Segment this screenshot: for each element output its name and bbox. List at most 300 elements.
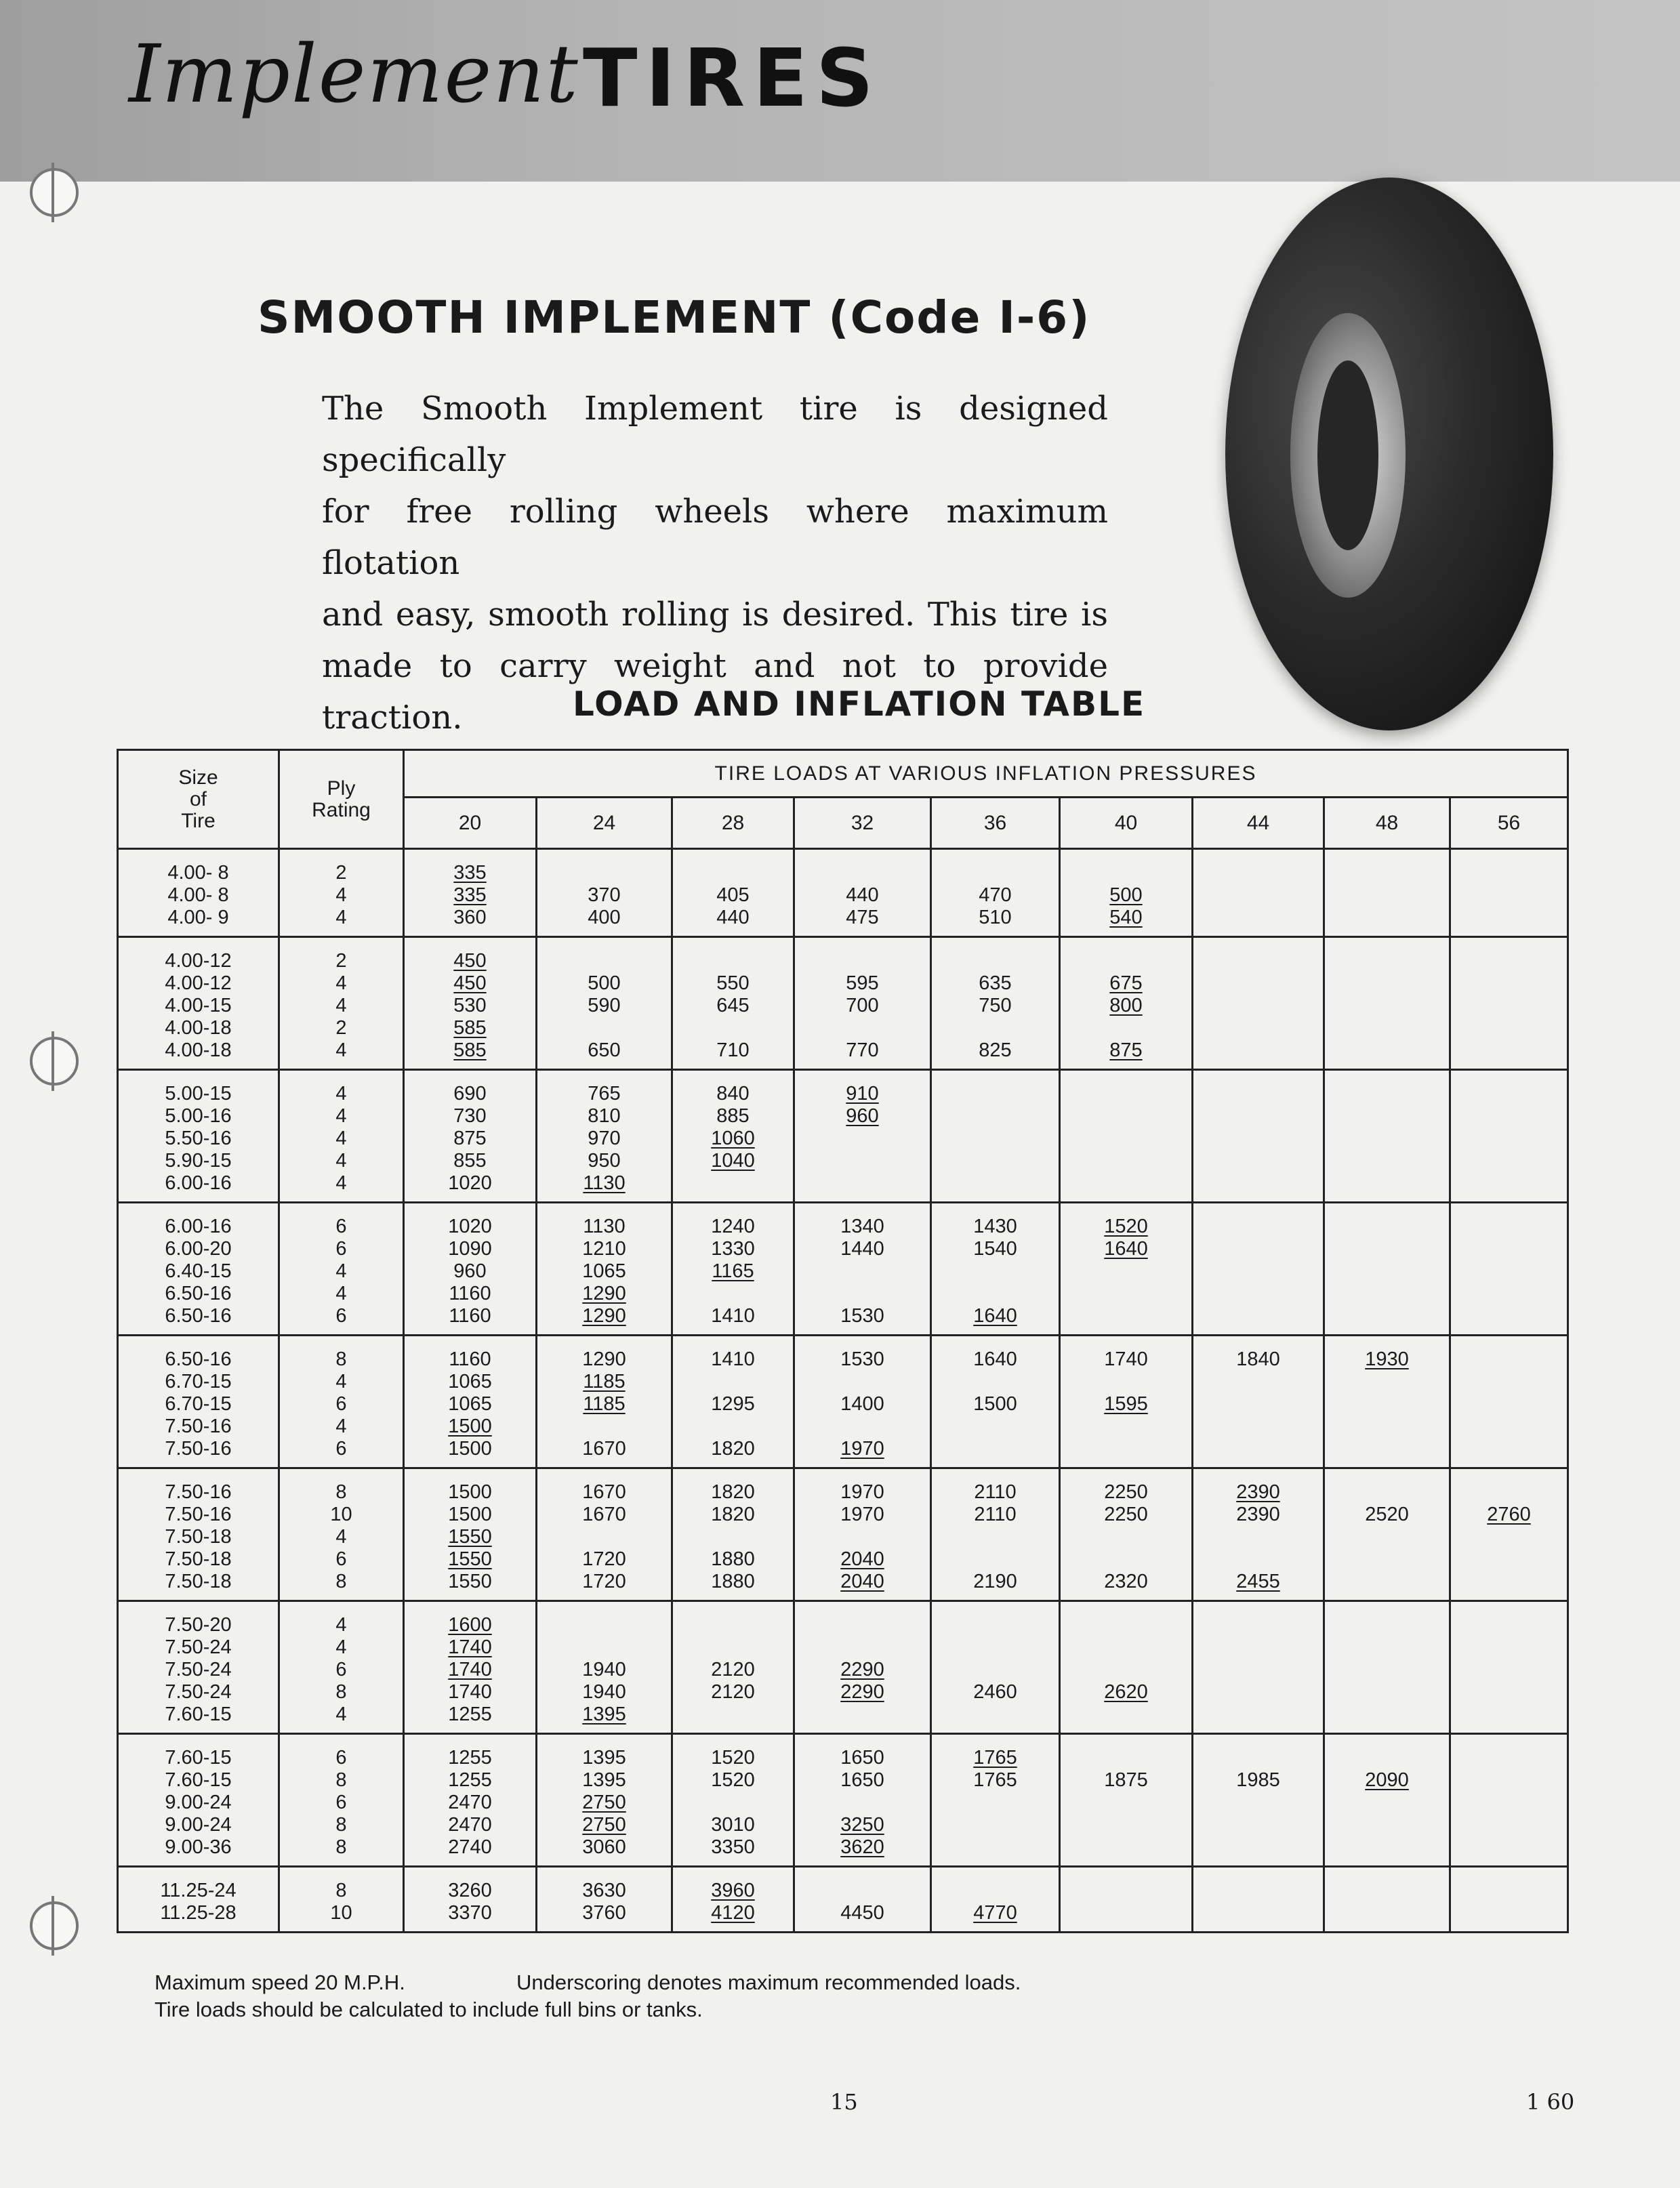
table-cell bbox=[1451, 1305, 1567, 1327]
table-cell bbox=[932, 1017, 1059, 1039]
intro-line: and easy, smooth rolling is desired. This tire is bbox=[322, 596, 1108, 634]
table-cell bbox=[673, 1880, 793, 1902]
table-cell bbox=[405, 884, 535, 907]
load-value: 1255 bbox=[448, 1747, 492, 1769]
table-cell bbox=[1061, 1902, 1191, 1924]
table-cell bbox=[1325, 1393, 1449, 1416]
table-cell bbox=[795, 950, 930, 972]
pressure-header-56: 56 bbox=[1450, 798, 1568, 849]
table-cell bbox=[1061, 1792, 1191, 1814]
table-cell bbox=[280, 1260, 403, 1283]
table-cell bbox=[932, 907, 1059, 929]
load-value: 6 bbox=[335, 1747, 347, 1769]
table-row-group bbox=[118, 1734, 1568, 1867]
table-cell bbox=[119, 1814, 278, 1836]
load-value: 9.00-24 bbox=[165, 1792, 232, 1813]
table-cell bbox=[1451, 1371, 1567, 1393]
table-cell bbox=[795, 907, 930, 929]
table-cell bbox=[1061, 950, 1191, 972]
table-cell bbox=[537, 1305, 671, 1327]
ply-cell bbox=[279, 1601, 404, 1734]
load-value: 4 bbox=[335, 1416, 347, 1437]
load-cell-48 bbox=[1324, 1601, 1450, 1734]
table-cell bbox=[1193, 1393, 1323, 1416]
table-cell bbox=[1325, 1659, 1449, 1681]
table-cell bbox=[673, 1614, 793, 1636]
table-cell bbox=[537, 907, 671, 929]
load-value: 3010 bbox=[711, 1814, 755, 1836]
table-cell bbox=[673, 1659, 793, 1681]
table-cell bbox=[673, 1481, 793, 1504]
table-cell bbox=[1061, 1548, 1191, 1571]
max-load-value: 3620 bbox=[840, 1836, 884, 1858]
table-cell bbox=[673, 1393, 793, 1416]
table-cell bbox=[1451, 1704, 1567, 1726]
table-cell bbox=[932, 1659, 1059, 1681]
load-value: 2110 bbox=[974, 1481, 1017, 1503]
table-cell bbox=[405, 1880, 535, 1902]
load-cell-56 bbox=[1450, 1336, 1568, 1468]
table-cell bbox=[1325, 1105, 1449, 1128]
table-cell bbox=[795, 1792, 930, 1814]
max-load-value: 1165 bbox=[712, 1260, 754, 1282]
table-cell bbox=[1451, 1481, 1567, 1504]
table-cell bbox=[1325, 1260, 1449, 1283]
table-cell bbox=[119, 1548, 278, 1571]
table-cell bbox=[1451, 972, 1567, 995]
load-value: 1130 bbox=[583, 1216, 626, 1237]
table-cell bbox=[405, 950, 535, 972]
table-cell bbox=[795, 1416, 930, 1438]
load-value: 770 bbox=[846, 1039, 879, 1061]
max-load-value: 1740 bbox=[448, 1636, 492, 1658]
table-cell bbox=[795, 1348, 930, 1371]
table-cell bbox=[537, 1526, 671, 1548]
table-cell bbox=[1325, 1128, 1449, 1150]
table-cell bbox=[932, 1880, 1059, 1902]
pressure-header-44: 44 bbox=[1193, 798, 1324, 849]
table-cell bbox=[405, 862, 535, 884]
table-cell bbox=[119, 1039, 278, 1062]
table-cell bbox=[932, 1128, 1059, 1150]
load-cell-44 bbox=[1193, 937, 1324, 1070]
load-value: 6.50-16 bbox=[165, 1305, 232, 1327]
load-value: 1880 bbox=[711, 1548, 755, 1570]
table-cell bbox=[795, 1172, 930, 1195]
table-cell bbox=[405, 1216, 535, 1238]
footnote-underscore: Underscoring denotes maximum recommended loads. bbox=[516, 1970, 1021, 1994]
table-cell bbox=[1193, 1681, 1323, 1704]
load-value: 2120 bbox=[711, 1681, 755, 1703]
load-cell-44 bbox=[1193, 1070, 1324, 1203]
max-load-value: 4770 bbox=[973, 1902, 1017, 1924]
table-cell bbox=[1193, 1880, 1323, 1902]
table-cell bbox=[280, 1348, 403, 1371]
max-load-value: 1290 bbox=[582, 1305, 626, 1327]
table-cell bbox=[932, 1614, 1059, 1636]
load-value: 1020 bbox=[448, 1172, 492, 1194]
table-cell bbox=[280, 1548, 403, 1571]
load-value: 710 bbox=[716, 1039, 750, 1061]
table-cell bbox=[405, 1836, 535, 1859]
load-value: 8 bbox=[335, 1814, 347, 1836]
load-value: 3350 bbox=[711, 1836, 755, 1858]
load-value: 4 bbox=[335, 1636, 347, 1658]
table-cell bbox=[280, 1105, 403, 1128]
table-cell bbox=[537, 995, 671, 1017]
load-value: 10 bbox=[330, 1902, 352, 1924]
table-cell bbox=[795, 1747, 930, 1769]
max-load-value: 1550 bbox=[448, 1526, 492, 1548]
table-cell bbox=[795, 1704, 930, 1726]
load-value: 6 bbox=[335, 1216, 347, 1237]
table-cell bbox=[673, 1636, 793, 1659]
table-cell bbox=[1325, 1416, 1449, 1438]
table-cell bbox=[119, 1348, 278, 1371]
table-cell bbox=[280, 1704, 403, 1726]
table-cell bbox=[1061, 1481, 1191, 1504]
table-cell bbox=[932, 1416, 1059, 1438]
table-cell bbox=[280, 1481, 403, 1504]
table-cell bbox=[795, 1039, 930, 1062]
load-cell-36 bbox=[931, 937, 1060, 1070]
table-cell bbox=[673, 1548, 793, 1571]
max-load-value: 1600 bbox=[448, 1614, 492, 1636]
table-cell bbox=[537, 1636, 671, 1659]
table-cell bbox=[932, 1636, 1059, 1659]
table-cell bbox=[1061, 1216, 1191, 1238]
load-value: 2 bbox=[335, 862, 347, 884]
load-value: 7.60-15 bbox=[165, 1704, 232, 1725]
load-value: 810 bbox=[588, 1105, 621, 1127]
load-cell-40 bbox=[1060, 1070, 1193, 1203]
load-value: 510 bbox=[979, 907, 1012, 928]
table-cell bbox=[932, 1792, 1059, 1814]
table-cell bbox=[795, 1393, 930, 1416]
load-value: 1650 bbox=[840, 1747, 884, 1769]
table-cell bbox=[537, 1128, 671, 1150]
table-cell bbox=[405, 1039, 535, 1062]
load-cell-48 bbox=[1324, 1468, 1450, 1601]
table-cell bbox=[1325, 972, 1449, 995]
table-cell bbox=[119, 1105, 278, 1128]
max-load-value: 2620 bbox=[1104, 1681, 1148, 1703]
table-cell bbox=[1193, 1614, 1323, 1636]
load-cell-32 bbox=[794, 1601, 931, 1734]
table-cell bbox=[119, 1128, 278, 1150]
load-cell-44 bbox=[1193, 849, 1324, 937]
table-cell bbox=[537, 1814, 671, 1836]
load-cell-32 bbox=[794, 1203, 931, 1336]
load-cell-28 bbox=[672, 1336, 794, 1468]
table-cell bbox=[1061, 1814, 1191, 1836]
load-cell-32 bbox=[794, 1070, 931, 1203]
load-value: 1670 bbox=[582, 1481, 626, 1503]
table-cell bbox=[1325, 1172, 1449, 1195]
load-value: 8 bbox=[335, 1481, 347, 1503]
load-value: 7.60-15 bbox=[165, 1747, 232, 1769]
pressure-header-40: 40 bbox=[1060, 798, 1193, 849]
table-cell bbox=[1451, 1348, 1567, 1371]
table-cell bbox=[1451, 1792, 1567, 1814]
pressure-header-36: 36 bbox=[931, 798, 1060, 849]
load-value: 2320 bbox=[1104, 1571, 1148, 1592]
table-cell bbox=[537, 1039, 671, 1062]
table-cell bbox=[405, 1238, 535, 1260]
table-cell bbox=[405, 1283, 535, 1305]
load-cell-44 bbox=[1193, 1468, 1324, 1601]
table-cell bbox=[673, 1769, 793, 1792]
table-cell bbox=[537, 1504, 671, 1526]
max-load-value: 1500 bbox=[448, 1416, 492, 1437]
load-value: 4 bbox=[335, 1039, 347, 1061]
load-cell-48 bbox=[1324, 1336, 1450, 1468]
max-load-value: 800 bbox=[1109, 995, 1143, 1016]
footnote-bins: Tire loads should be calculated to include full bins or tanks. bbox=[155, 1998, 703, 2021]
table-cell bbox=[1193, 1416, 1323, 1438]
table-cell bbox=[537, 1571, 671, 1593]
load-value: 8 bbox=[335, 1681, 347, 1703]
table-cell bbox=[1061, 1150, 1191, 1172]
table-cell bbox=[673, 1305, 793, 1327]
load-cell-56 bbox=[1450, 1203, 1568, 1336]
table-cell bbox=[537, 950, 671, 972]
load-cell-32 bbox=[794, 1867, 931, 1933]
max-load-value: 1395 bbox=[582, 1704, 626, 1725]
table-cell bbox=[932, 1216, 1059, 1238]
table-row-group bbox=[118, 1336, 1568, 1468]
table-cell bbox=[1193, 1526, 1323, 1548]
load-value: 1255 bbox=[448, 1769, 492, 1791]
load-value: 690 bbox=[453, 1083, 487, 1105]
max-load-value: 1130 bbox=[583, 1172, 626, 1194]
table-cell bbox=[1061, 1614, 1191, 1636]
load-value: 650 bbox=[588, 1039, 621, 1061]
table-cell bbox=[795, 1836, 930, 1859]
intro-line: made to carry weight and not to provide traction. bbox=[322, 647, 1108, 737]
table-cell bbox=[1325, 1814, 1449, 1836]
max-load-value: 1550 bbox=[448, 1548, 492, 1570]
table-cell bbox=[280, 1636, 403, 1659]
table-cell bbox=[673, 1260, 793, 1283]
table-cell bbox=[795, 1636, 930, 1659]
load-cell-44 bbox=[1193, 1336, 1324, 1468]
table-cell bbox=[673, 1571, 793, 1593]
load-value: 405 bbox=[716, 884, 750, 906]
table-cell bbox=[673, 862, 793, 884]
table-cell bbox=[1451, 1747, 1567, 1769]
table-cell bbox=[1061, 1571, 1191, 1593]
table-cell bbox=[673, 1747, 793, 1769]
max-load-value: 450 bbox=[453, 972, 487, 994]
load-value: 8 bbox=[335, 1836, 347, 1858]
table-cell bbox=[1061, 1681, 1191, 1704]
table-cell bbox=[673, 1083, 793, 1105]
table-cell bbox=[537, 972, 671, 995]
load-value: 7.50-24 bbox=[165, 1681, 232, 1703]
table-cell bbox=[1451, 1836, 1567, 1859]
table-cell bbox=[119, 1769, 278, 1792]
table-cell bbox=[405, 1371, 535, 1393]
table-cell bbox=[405, 1636, 535, 1659]
load-value: 4 bbox=[335, 1283, 347, 1304]
max-load-value: 3250 bbox=[840, 1814, 884, 1836]
table-cell bbox=[932, 1836, 1059, 1859]
table-cell bbox=[795, 1150, 930, 1172]
load-cell-32 bbox=[794, 937, 931, 1070]
table-cell bbox=[1193, 1305, 1323, 1327]
load-value: 1985 bbox=[1236, 1769, 1280, 1791]
table-cell bbox=[405, 1348, 535, 1371]
table-cell bbox=[795, 1814, 930, 1836]
load-cell-40 bbox=[1060, 937, 1193, 1070]
table-cell bbox=[405, 1017, 535, 1039]
table-cell bbox=[1325, 995, 1449, 1017]
table-cell bbox=[1451, 1393, 1567, 1416]
load-value: 4 bbox=[335, 1526, 347, 1548]
load-cell-40 bbox=[1060, 1336, 1193, 1468]
load-value: 11.25-28 bbox=[160, 1902, 237, 1924]
load-value: 2190 bbox=[973, 1571, 1017, 1592]
max-load-value: 585 bbox=[453, 1039, 487, 1061]
load-value: 2 bbox=[335, 1017, 347, 1039]
table-cell bbox=[1061, 1238, 1191, 1260]
table-row-group bbox=[118, 1070, 1568, 1203]
load-value: 2120 bbox=[711, 1659, 755, 1680]
table-cell bbox=[932, 972, 1059, 995]
table-cell bbox=[795, 862, 930, 884]
load-value: 4 bbox=[335, 1260, 347, 1282]
table-cell bbox=[932, 1504, 1059, 1526]
max-load-value: 2040 bbox=[840, 1548, 884, 1570]
load-value: 400 bbox=[588, 907, 621, 928]
table-cell bbox=[1193, 950, 1323, 972]
size-header-line: Size bbox=[178, 766, 218, 789]
load-inflation-table bbox=[117, 749, 1569, 1933]
table-cell bbox=[405, 1526, 535, 1548]
table-cell bbox=[1061, 1504, 1191, 1526]
table-cell bbox=[932, 1747, 1059, 1769]
table-cell bbox=[795, 1481, 930, 1504]
table-cell bbox=[1451, 995, 1567, 1017]
table-cell bbox=[932, 1105, 1059, 1128]
intro-line: for free rolling wheels where maximum flotation bbox=[322, 493, 1108, 582]
table-cell bbox=[795, 1238, 930, 1260]
table-cell bbox=[1325, 1614, 1449, 1636]
table-cell bbox=[280, 1504, 403, 1526]
load-value: 4.00- 9 bbox=[167, 907, 229, 928]
load-value: 360 bbox=[453, 907, 487, 928]
table-cell bbox=[932, 884, 1059, 907]
load-cell-20 bbox=[404, 1468, 537, 1601]
load-cell-40 bbox=[1060, 1468, 1193, 1601]
load-value: 1410 bbox=[711, 1305, 755, 1327]
load-value: 8 bbox=[335, 1880, 347, 1901]
table-cell bbox=[1193, 884, 1323, 907]
table-cell bbox=[795, 972, 930, 995]
table-cell bbox=[1193, 1039, 1323, 1062]
table-cell bbox=[1325, 884, 1449, 907]
load-cell-40 bbox=[1060, 849, 1193, 937]
table-cell bbox=[1061, 1393, 1191, 1416]
table-cell bbox=[119, 1371, 278, 1393]
load-value: 6 bbox=[335, 1305, 347, 1327]
table-cell bbox=[1061, 1747, 1191, 1769]
load-value: 1210 bbox=[582, 1238, 626, 1260]
load-cell-56 bbox=[1450, 1734, 1568, 1867]
load-value: 1400 bbox=[840, 1393, 884, 1415]
load-cell-56 bbox=[1450, 1070, 1568, 1203]
table-cell bbox=[1451, 1216, 1567, 1238]
page-code: 1 60 bbox=[1526, 2089, 1575, 2115]
load-value: 1160 bbox=[449, 1305, 491, 1327]
table-cell bbox=[1193, 1481, 1323, 1504]
table-cell bbox=[1325, 1902, 1449, 1924]
table-cell bbox=[119, 1416, 278, 1438]
table-cell bbox=[1325, 1792, 1449, 1814]
table-cell bbox=[119, 1438, 278, 1460]
table-cell bbox=[795, 1614, 930, 1636]
load-cell-24 bbox=[537, 937, 672, 1070]
load-cell-24 bbox=[537, 1336, 672, 1468]
load-value: 6.00-16 bbox=[165, 1172, 232, 1194]
table-cell bbox=[1193, 1348, 1323, 1371]
load-value: 1065 bbox=[448, 1393, 492, 1415]
table-cell bbox=[280, 1614, 403, 1636]
load-value: 2250 bbox=[1104, 1504, 1148, 1525]
table-cell bbox=[673, 907, 793, 929]
table-cell bbox=[280, 1039, 403, 1062]
table-cell bbox=[1061, 1438, 1191, 1460]
max-load-value: 1040 bbox=[711, 1150, 755, 1172]
table-cell bbox=[119, 862, 278, 884]
table-cell bbox=[537, 1481, 671, 1504]
max-load-value: 1765 bbox=[973, 1747, 1017, 1769]
table-cell bbox=[537, 1614, 671, 1636]
table-cell bbox=[795, 1902, 930, 1924]
table-cell bbox=[795, 1504, 930, 1526]
loads-header: TIRE LOADS AT VARIOUS INFLATION PRESSURES bbox=[404, 750, 1568, 798]
table-cell bbox=[1061, 1348, 1191, 1371]
load-value: 2250 bbox=[1104, 1481, 1148, 1503]
table-cell bbox=[1061, 1636, 1191, 1659]
table-cell bbox=[1325, 1526, 1449, 1548]
table-cell bbox=[932, 950, 1059, 972]
table-cell bbox=[1193, 1216, 1323, 1238]
table-cell bbox=[280, 1216, 403, 1238]
table-cell bbox=[673, 972, 793, 995]
load-value: 1330 bbox=[711, 1238, 755, 1260]
load-value: 1500 bbox=[448, 1504, 492, 1525]
table-cell bbox=[119, 1216, 278, 1238]
max-load-value: 2090 bbox=[1365, 1769, 1409, 1791]
load-value: 6 bbox=[335, 1659, 347, 1680]
load-cell-28 bbox=[672, 1601, 794, 1734]
size-cell bbox=[118, 1867, 279, 1933]
table-cell bbox=[280, 1083, 403, 1105]
table-cell bbox=[405, 1704, 535, 1726]
table-cell bbox=[280, 1836, 403, 1859]
tire-photo bbox=[1225, 178, 1553, 730]
table-cell bbox=[537, 884, 671, 907]
load-cell-36 bbox=[931, 1601, 1060, 1734]
table-cell bbox=[673, 1017, 793, 1039]
load-cell-36 bbox=[931, 1734, 1060, 1867]
load-value: 5.00-15 bbox=[165, 1083, 232, 1105]
table-cell bbox=[537, 1880, 671, 1902]
table-cell bbox=[1193, 1371, 1323, 1393]
table-cell bbox=[405, 995, 535, 1017]
